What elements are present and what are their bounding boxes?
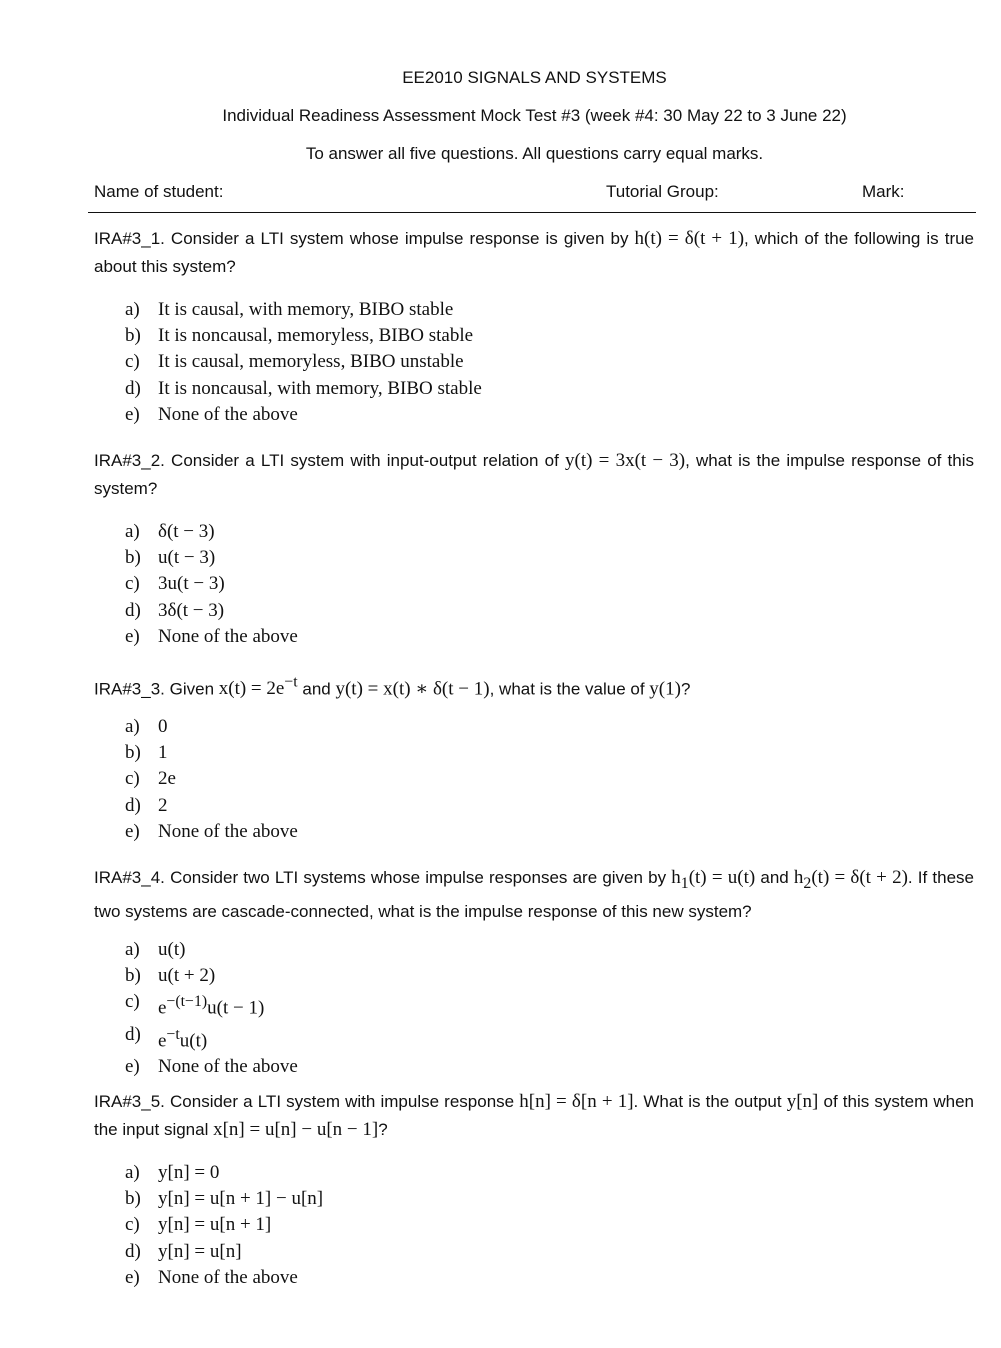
question-3 — [94, 669, 974, 703]
option-b[interactable]: b) u(t + 2) — [125, 965, 216, 987]
option-b[interactable]: b) It is noncausal, memoryless, BIBO stable — [125, 325, 474, 347]
option-e[interactable]: e) None of the above — [125, 820, 298, 842]
option-e[interactable]: e) None of the above — [125, 1056, 298, 1078]
mark-field: Mark: — [862, 182, 905, 201]
option-a[interactable]: a) y[n] = 0 — [125, 1162, 220, 1183]
option-a[interactable]: a) 0 — [125, 716, 168, 737]
option-b[interactable]: b) y[n] = u[n + 1] − u[n] — [125, 1188, 324, 1210]
student-name-field: Name of student: — [94, 182, 224, 201]
option-d[interactable]: d) $e^{-t}u(t)$ — [125, 1023, 208, 1052]
question-text: . If these two systems are cascade-connected, what is the impulse response of this new system? — [94, 868, 975, 921]
question-text: Consider a LTI system with impulse response — [164, 1092, 520, 1111]
option-c[interactable]: c) 2e — [125, 768, 176, 790]
question-5 — [94, 1088, 974, 1144]
option-d[interactable]: d) It is noncausal, with memory, BIBO stable — [125, 377, 482, 399]
header-divider — [88, 212, 976, 213]
equation: h(t) = δ(t + 1) — [634, 228, 745, 249]
option-d[interactable]: d) y[n] = u[n] — [125, 1240, 242, 1262]
question-text: Given — [164, 679, 219, 699]
question-text: of this system when the input signal — [94, 1092, 974, 1139]
question-text: Consider a LTI system with input-output relation of — [164, 451, 566, 470]
option-c[interactable]: c) It is causal, memoryless, BIBO unstable — [125, 351, 464, 373]
question-text: Consider a LTI system whose impulse response is given by — [164, 229, 635, 248]
equation: $h_2(t) = \delta(t + 2)$ — [793, 867, 908, 892]
option-c[interactable]: c) $e^{-(t-1)}u(t - 1)$ — [125, 991, 265, 1019]
option-a[interactable]: a) u(t) — [125, 939, 186, 960]
test-instruction: To answer all five questions. All questions carry equal marks. — [305, 144, 764, 163]
option-b[interactable]: b) 1 — [125, 742, 168, 764]
option-e[interactable]: e) None of the above — [125, 403, 298, 425]
option-d[interactable]: d) 3δ(t − 3) — [125, 599, 225, 621]
option-a[interactable]: a) δ(t − 3) — [125, 521, 215, 542]
test-subtitle: Individual Readiness Assessment Mock Test #3 (week #4: 30 May 22 to 3 June 22) — [222, 106, 847, 125]
equation: $x(t) = 2e^{-t}$ — [218, 674, 298, 700]
question-4 — [94, 864, 974, 926]
question-text: ? — [680, 679, 691, 699]
question-text: ? — [378, 1120, 388, 1139]
question-text: . What is the output — [633, 1092, 787, 1111]
option-a[interactable]: a) It is causal, with memory, BIBO stable — [125, 299, 454, 320]
equation: x[n] = u[n] − u[n − 1] — [213, 1119, 379, 1140]
question-1 — [94, 225, 974, 281]
option-b[interactable]: b) u(t − 3) — [125, 547, 216, 569]
question-2 — [94, 447, 974, 503]
option-e[interactable]: e) None of the above — [125, 625, 298, 647]
options-list-5 — [125, 1160, 323, 1291]
options-list-1 — [125, 297, 482, 428]
question-label: IRA#3_3. — [94, 679, 165, 699]
question-text: , what is the impulse response of this system? — [94, 451, 975, 498]
question-label: IRA#3_1. — [94, 229, 165, 248]
question-text: Consider two LTI systems whose impulse responses are given by — [164, 868, 672, 887]
option-d[interactable]: d) 2 — [125, 794, 168, 816]
options-list-2 — [125, 519, 298, 650]
question-label: IRA#3_2. — [94, 451, 165, 470]
options-list-4 — [125, 937, 298, 1081]
option-c[interactable]: c) 3u(t − 3) — [125, 573, 225, 595]
tutorial-group-field: Tutorial Group: — [606, 182, 719, 201]
option-e[interactable]: e) None of the above — [125, 1266, 298, 1288]
question-label: IRA#3_5. — [94, 1092, 165, 1111]
equation: $h_1(t) = u(t)$ — [671, 867, 756, 892]
equation: y(t) = x(t) ∗ δ(t − 1) — [335, 678, 490, 700]
equation: y(t) = 3x(t − 3) — [565, 450, 686, 471]
question-text: and — [755, 868, 794, 887]
equation: y[n] — [786, 1091, 819, 1112]
question-label: IRA#3_4. — [94, 868, 165, 887]
option-c[interactable]: c) y[n] = u[n + 1] — [125, 1214, 272, 1236]
course-title: EE2010 SIGNALS AND SYSTEMS — [402, 68, 667, 87]
question-text: , what is the value of — [489, 679, 650, 699]
question-text: , which of the following is true about this system? — [94, 229, 975, 276]
equation: h[n] = δ[n + 1] — [519, 1091, 634, 1112]
question-text: and — [297, 679, 336, 699]
equation: y(1) — [649, 678, 681, 700]
options-list-3 — [125, 714, 298, 845]
